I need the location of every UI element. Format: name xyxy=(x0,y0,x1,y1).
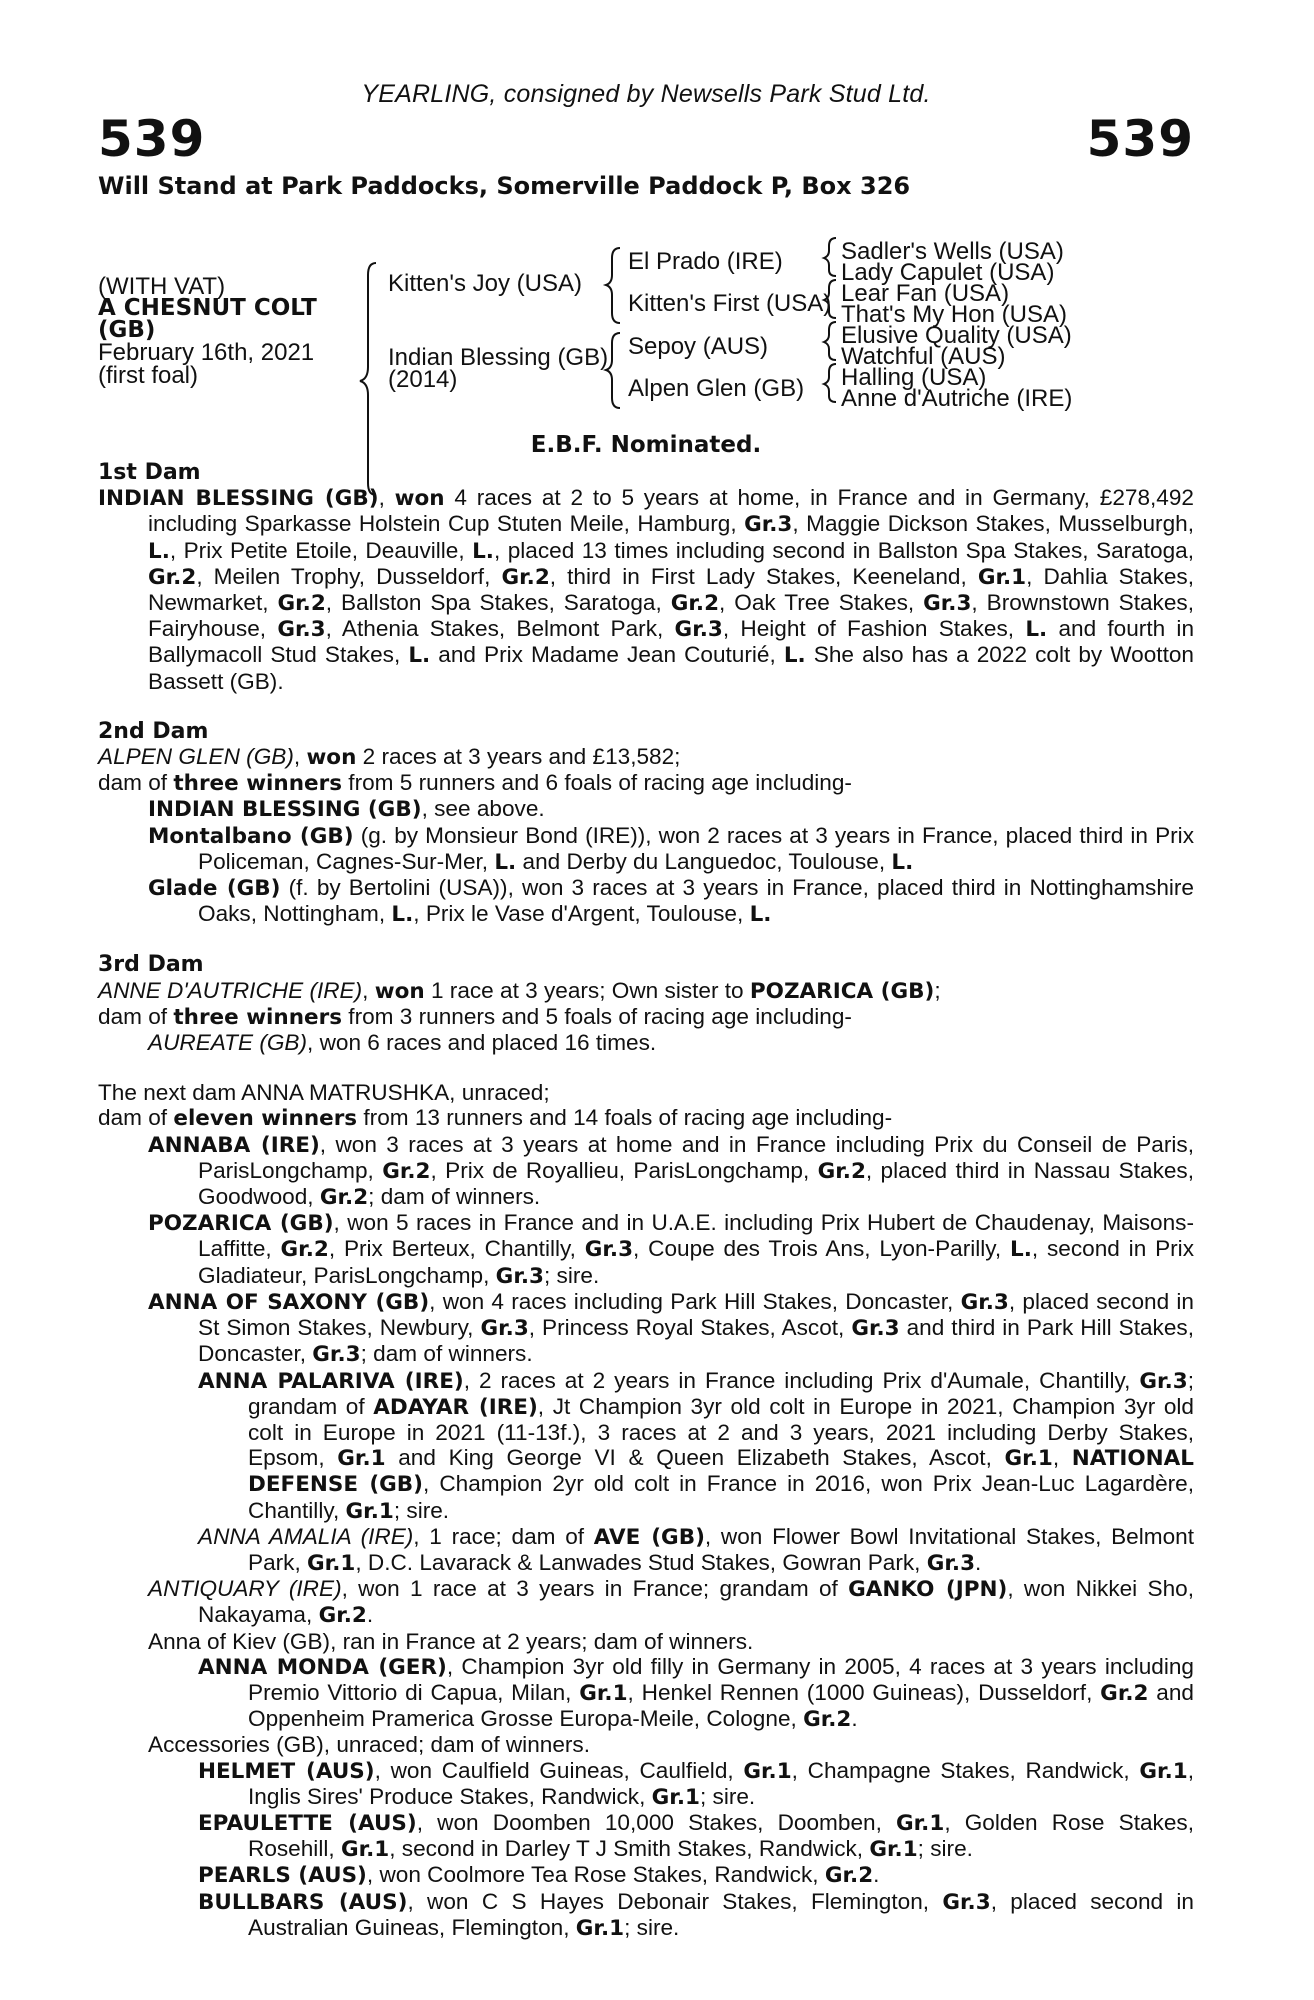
pedigree-dds: Halling (USA) xyxy=(841,364,987,391)
second-dam-text: ALPEN GLEN (GB), won 2 races at 3 years and £13,582; xyxy=(98,744,681,771)
pedigree-dss: Elusive Quality (USA) xyxy=(841,322,1072,349)
lot-number-right: 539 xyxy=(1086,110,1194,168)
ebf-status: E.B.F. Nominated. xyxy=(530,432,762,458)
produce-pozarica: POZARICA (GB), won 5 races in France and in U.A.E. including Prix Hubert de Chaudenay, Maisons-Laffitte, Gr.2, Prix Berteux, Chantilly, Gr.3, Coupe des Trois Ans, Lyon-Parilly, L., second in Prix Gladiateur, ParisLongchamp, Gr.3; sire. xyxy=(148,1210,1194,1289)
catalogue-body xyxy=(98,460,1194,1941)
produce-helmet: HELMET (AUS), won Caulfield Guineas, Caulfield, Gr.1, Champagne Stakes, Randwick, Gr.1, Inglis Sires' Produce Stakes, Randwick, Gr.1; sire. xyxy=(198,1757,1194,1810)
next-dam-section xyxy=(98,1080,1194,1941)
second-dam-heading: 2nd Dam xyxy=(98,718,209,744)
second-dam-section xyxy=(98,719,1194,928)
second-dam-produce: dam of three winners from 5 runners and 6 foals of racing age including- xyxy=(98,770,852,797)
pedigree-sire-dam: Kitten's First (USA) xyxy=(628,290,832,317)
produce-epaulette: EPAULETTE (AUS), won Doomben 10,000 Stakes, Doomben, Gr.1, Golden Rose Stakes, Rosehill, Gr.1, second in Darley T J Smith Stakes, Randwick, Gr.1; sire. xyxy=(198,1809,1194,1863)
produce-antiquary: ANTIQUARY (IRE), won 1 race at 3 years in France; grandam of GANKO (JPN), won Nikkei Sho, Nakayama, Gr.2. xyxy=(148,1576,1194,1629)
produce-anna-palariva: ANNA PALARIVA (IRE), 2 races at 2 years in France including Prix d'Aumale, Chantilly, Gr.3; grandam of ADAYAR (IRE), Jt Champion 3yr old colt in Europe in 2021, Champion 3yr old colt in Europe in 2021 (11-13f.), 3 races at 2 and 3 years, 2021 including Derby Stakes, Epsom, Gr.1 and King George VI & Queen Elizabeth Stakes, Ascot, Gr.1, NATIONAL DEFENSE (GB), Champion 2yr old colt in France in 2016, won Prix Jean-Luc Lagardère, Chantilly, Gr.1; sire. xyxy=(198,1367,1195,1524)
pedigree-sire-sire: El Prado (IRE) xyxy=(628,248,783,275)
pedigree-sds: Lear Fan (USA) xyxy=(841,280,1010,307)
lot-description: A CHESNUT COLT xyxy=(98,295,317,321)
pedigree-dam: Indian Blessing (GB) xyxy=(388,344,609,371)
pedigree-dam-year: (2014) xyxy=(388,366,458,393)
first-dam-heading: 1st Dam xyxy=(98,460,201,485)
pedigree-dsd: Watchful (AUS) xyxy=(841,343,1006,370)
produce-anna-monda: ANNA MONDA (GER), Champion 3yr old filly in Germany in 2005, 4 races at 3 years including Premio Vittorio di Capua, Milan, Gr.1, Henkel Rennen (1000 Guineas), Dusseldorf, Gr.2 and Oppenheim Pramerica Grosse Europa-Meile, Cologne, Gr.2. xyxy=(198,1653,1195,1733)
pedigree-sss: Sadler's Wells (USA) xyxy=(841,238,1064,265)
produce-annaba: ANNABA (IRE), won 3 races at 3 years at home and in France including Prix du Conseil de Paris, ParisLongchamp, Gr.2, Prix de Royallieu, ParisLongchamp, Gr.2, placed third in Nassau Stakes, Goodwood, Gr.2; dam of winners. xyxy=(148,1131,1195,1211)
foaling-date: February 16th, 2021 xyxy=(98,339,315,366)
next-dam-text: The next dam ANNA MATRUSHKA, unraced; xyxy=(98,1080,550,1106)
next-dam-produce: dam of eleven winners from 13 runners and 14 foals of racing age including- xyxy=(98,1105,893,1132)
produce-anna-amalia: ANNA AMALIA (IRE), 1 race; dam of AVE (GB), won Flower Bowl Invitational Stakes, Belmont Park, Gr.1, D.C. Lavarack & Lanwades Stud Stakes, Gowran Park, Gr.3. xyxy=(198,1523,1194,1576)
produce-accessories: Accessories (GB), unraced; dam of winners. xyxy=(148,1732,591,1758)
foal-note: (first foal) xyxy=(98,362,199,389)
pedigree-sdd: That's My Hon (USA) xyxy=(841,301,1067,328)
produce-anna-of-saxony: ANNA OF SAXONY (GB), won 4 races including Park Hill Stakes, Doncaster, Gr.3, placed second in St Simon Stakes, Newbury, Gr.3, Princess Royal Stakes, Ascot, Gr.3 and third in Park Hill Stakes, Doncaster, Gr.3; dam of winners. xyxy=(148,1288,1195,1368)
first-dam-section xyxy=(98,460,1194,694)
third-dam-produce: dam of three winners from 3 runners and 5 foals of racing age including- xyxy=(98,1003,852,1030)
pedigree-dam-dam: Alpen Glen (GB) xyxy=(628,375,805,402)
produce-bullbars: BULLBARS (AUS), won C S Hayes Debonair Stakes, Flemington, Gr.3, placed second in Australian Guineas, Flemington, Gr.1; sire. xyxy=(198,1888,1194,1941)
produce-pearls: PEARLS (AUS), won Coolmore Tea Rose Stakes, Randwick, Gr.2. xyxy=(198,1862,880,1889)
third-dam-section xyxy=(98,952,1194,1055)
produce-montalbano: Montalbano (GB) (g. by Monsieur Bond (IRE)), won 2 races at 3 years in France, placed third in Prix Policeman, Cagnes-Sur-Mer, L. and Derby du Languedoc, Toulouse, L. xyxy=(148,822,1194,875)
stabling-line: Will Stand at Park Paddocks, Somerville Paddock P, Box 326 xyxy=(98,172,911,200)
produce-aureate: AUREATE (GB), won 6 races and placed 16 times. xyxy=(148,1030,657,1056)
third-dam-text: ANNE D'AUTRICHE (IRE), won 1 race at 3 years; Own sister to POZARICA (GB); xyxy=(98,977,941,1004)
consignment-line: YEARLING, consigned by Newsells Park Stud Ltd. xyxy=(361,80,931,108)
vat-label: (WITH VAT) xyxy=(98,273,226,300)
third-dam-heading: 3rd Dam xyxy=(98,952,204,978)
pedigree-sire: Kitten's Joy (USA) xyxy=(388,270,582,297)
pedigree-ssd: Lady Capulet (USA) xyxy=(841,259,1055,286)
produce-glade: Glade (GB) (f. by Bertolini (USA)), won 3 races at 3 years in France, placed third in Nottinghamshire Oaks, Nottingham, L., Prix le Vase d'Argent, Toulouse, L. xyxy=(148,875,1194,928)
produce-indian-blessing: INDIAN BLESSING (GB), see above. xyxy=(148,796,545,823)
first-dam-text: INDIAN BLESSING (GB), won 4 races at 2 to 5 years at home, in France and in Germany, £278,492 including Sparkasse Holstein Cup Stuten Meile, Hamburg, Gr.3, Maggie Dickson Stakes, Musselburgh, L., Prix Petite Etoile, Deauville, L., placed 13 times including second in Ballston Spa Stakes, Saratoga, Gr.2, Meilen Trophy, Dusseldorf, Gr.2, third in First Lady Stakes, Keeneland, Gr.1, Dahlia Stakes, Newmarket, Gr.2, Ballston Spa Stakes, Saratoga, Gr.2, Oak Tree Stakes, Gr.3, Brownstown Stakes, Fairyhouse, Gr.3, Athenia Stakes, Belmont Park, Gr.3, Height of Fashion Stakes, L. and fourth in Ballymacoll Stud Stakes, L. and Prix Madame Jean Couturié, L. She also has a 2022 colt by Wootton Bassett (GB). xyxy=(98,485,1195,694)
lot-country: (GB) xyxy=(98,317,156,343)
pedigree-dam-sire: Sepoy (AUS) xyxy=(628,333,769,360)
pedigree-ddd: Anne d'Autriche (IRE) xyxy=(841,385,1073,412)
produce-anna-of-kiev: Anna of Kiev (GB), ran in France at 2 years; dam of winners. xyxy=(148,1628,754,1654)
lot-number-left: 539 xyxy=(98,110,206,168)
